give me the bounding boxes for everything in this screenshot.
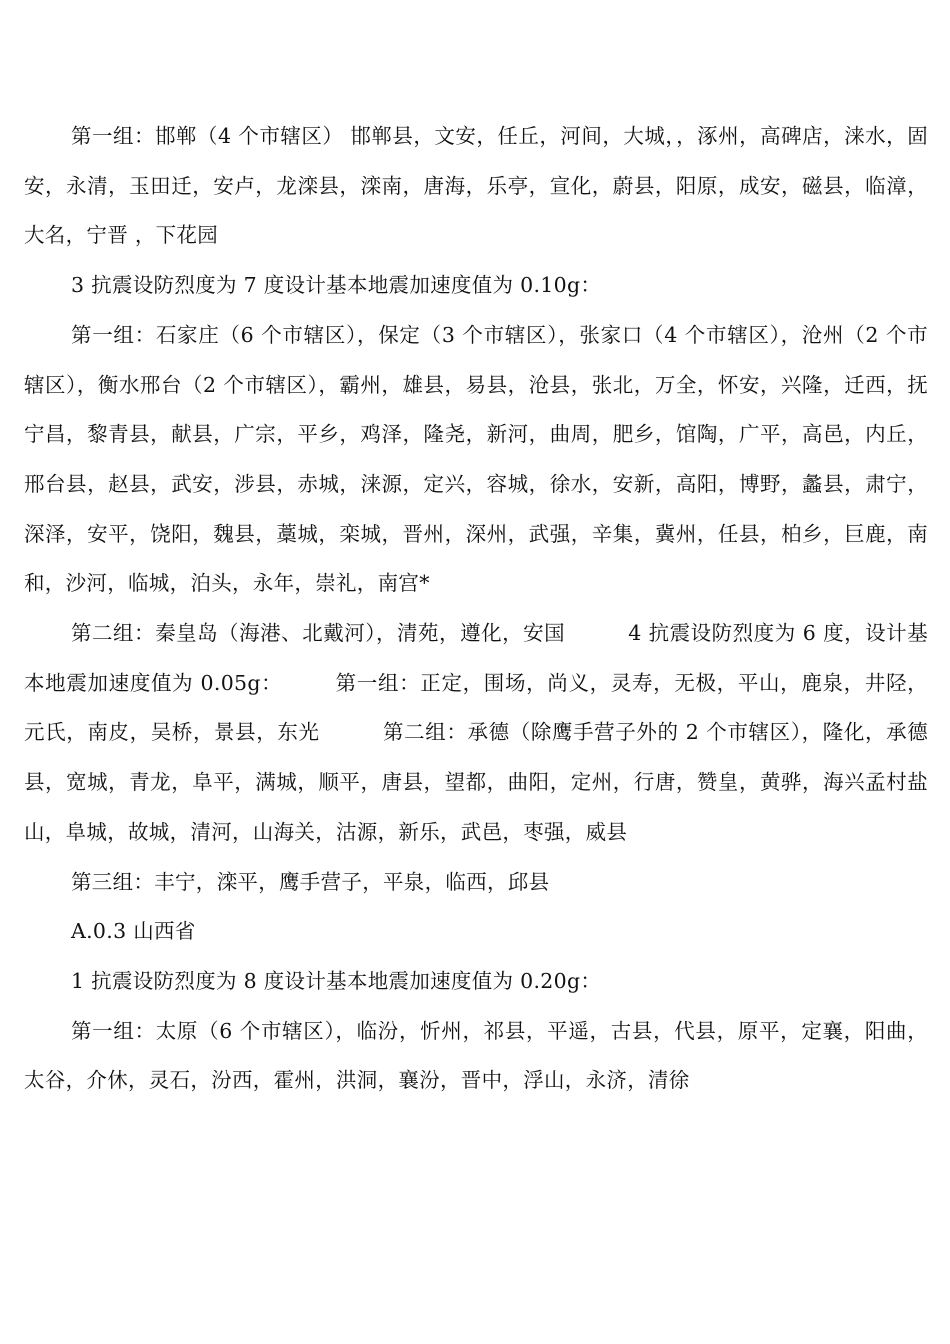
paragraph-group1-taiyuan: 第一组：太原（6 个市辖区），临汾，忻州，祁县，平遥，古县，代县，原平，定襄，阳曲，太谷，介休，灵石，汾西，霍州，洪洞，襄汾，晋中，浮山，永济，清徐 [24,1018,928,1093]
paragraph-intensity-8-heading: 1 抗震设防烈度为 8 度设计基本地震加速度值为 0.20g： [71,968,602,993]
paragraph-intensity-7-heading: 3 抗震设防烈度为 7 度设计基本地震加速度值为 0.10g： [71,273,602,298]
paragraph-group3: 第三组：丰宁，滦平，鹰手营子，平泉，临西，邱县 [71,869,550,894]
paragraph-group2-and-intensity-6: 第二组：秦皇岛（海港、北戴河），清苑，遵化，安国 4 抗震设防烈度为 6 度，设计基本地震加速度值为 0.05g： 第一组：正定，围场，尚义，灵寿，无极，平山，鹿泉，井陉，元氏，南皮，吴桥，景县，东光 第二组：承德（除鹰手营子外的 2 个市辖区），隆化，承德县，宽城，青龙，阜平，满城，顺平，唐县，望都，曲阳，定州，行唐，赞皇，黄骅，海兴孟村盐山，阜城，故城，清河，山海关，沽源，新乐，武邑，枣强，威县 [24,621,928,844]
paragraph-group1-shijiazhuang: 第一组：石家庄（6 个市辖区），保定（3 个市辖区），张家口（4 个市辖区），沧州（2 个市辖区），衡水邢台（2 个市辖区），霸州，雄县，易县，沧县，张北，万全，怀安，兴隆，迁西，抚宁昌，黎青县，献县，广宗，平乡，鸡泽，隆尧，新河，曲周，肥乡，馆陶，广平，高邑，内丘，邢台县，赵县，武安，涉县，赤城，涞源，定兴，容城，徐水，安新，高阳，博野，蠡县，肃宁，深泽，安平，饶阳，魏县，藁城，栾城，晋州，深州，武强，辛集，冀州，任县，柏乡，巨鹿，南和，沙河，临城，泊头，永年，崇礼，南宫* [24,322,928,596]
section-heading-shanxi: A.0.3 山西省 [71,919,196,944]
paragraph-group1-handan: 第一组：邯郸（4 个市辖区） 邯郸县，文安，任丘，河间，大城，，涿州，高碑店，涞水，固安，永清，玉田迁，安卢，龙滦县，滦南，唐海，乐亭，宣化，蔚县，阳原，成安，磁县，临漳，大名，宁晋 ，下花园 [24,124,928,248]
document-page [24,112,928,1106]
